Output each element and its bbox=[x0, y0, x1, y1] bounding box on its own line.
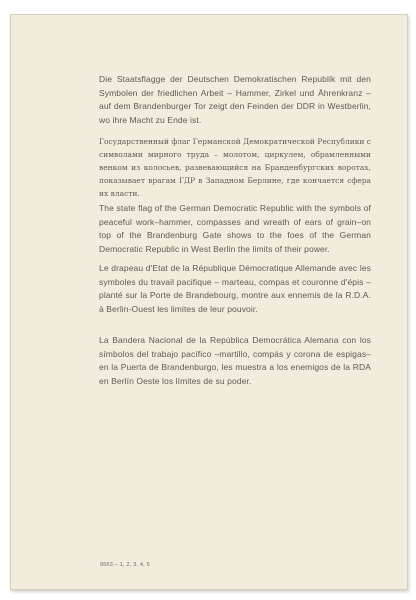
caption-spanish: La Bandera Nacional de la República Democrática Alemana con los símbolos del trabajo pacífico –martillo, compás y corona de espigas– en la Puerta de Brandenburgo, les muestra a los enemigos de la RDA en Berlín Oeste los límites de su poder. bbox=[99, 335, 371, 386]
print-code: 9563 – 1, 2, 3, 4, 5 bbox=[100, 562, 150, 568]
caption-german: Die Staatsflagge der Deutschen Demokratischen Republik mit den Symbolen der friedlichen Arbeit – Hammer, Zirkel und Ährenkranz – auf dem Brandenburger Tor zeigt den Feinden der DDR in Westberlin, wo ihre Macht zu Ende ist. bbox=[99, 74, 371, 125]
caption-russian: Государственный флаг Германской Демократической Республики с символами мирного труда – молотом, циркулем, обрамленными венком из колосьев, развевающийся на Бранденбургских воротах, показывает врагам ГДР в Западном Берлине, где кончается сфера их власти. bbox=[99, 137, 371, 198]
caption-english: The state flag of the German Democratic Republic with the symbols of peaceful work–hammer, compasses and wreath of ears of grain–on top of the Brandenburg Gate shows to the foes of the German Democratic Republic in West Berlin the limits of their power. bbox=[99, 203, 371, 254]
card-back bbox=[10, 14, 408, 590]
caption-french: Le drapeau d'Etat de la République Démocratique Allemande avec les symboles du travail pacifique – marteau, compas et couronne d'épis – planté sur la Porte de Brandebourg, montre aux ennemis de la R.D.A. à Berlin-Ouest les limites de leur pouvoir. bbox=[99, 263, 371, 314]
